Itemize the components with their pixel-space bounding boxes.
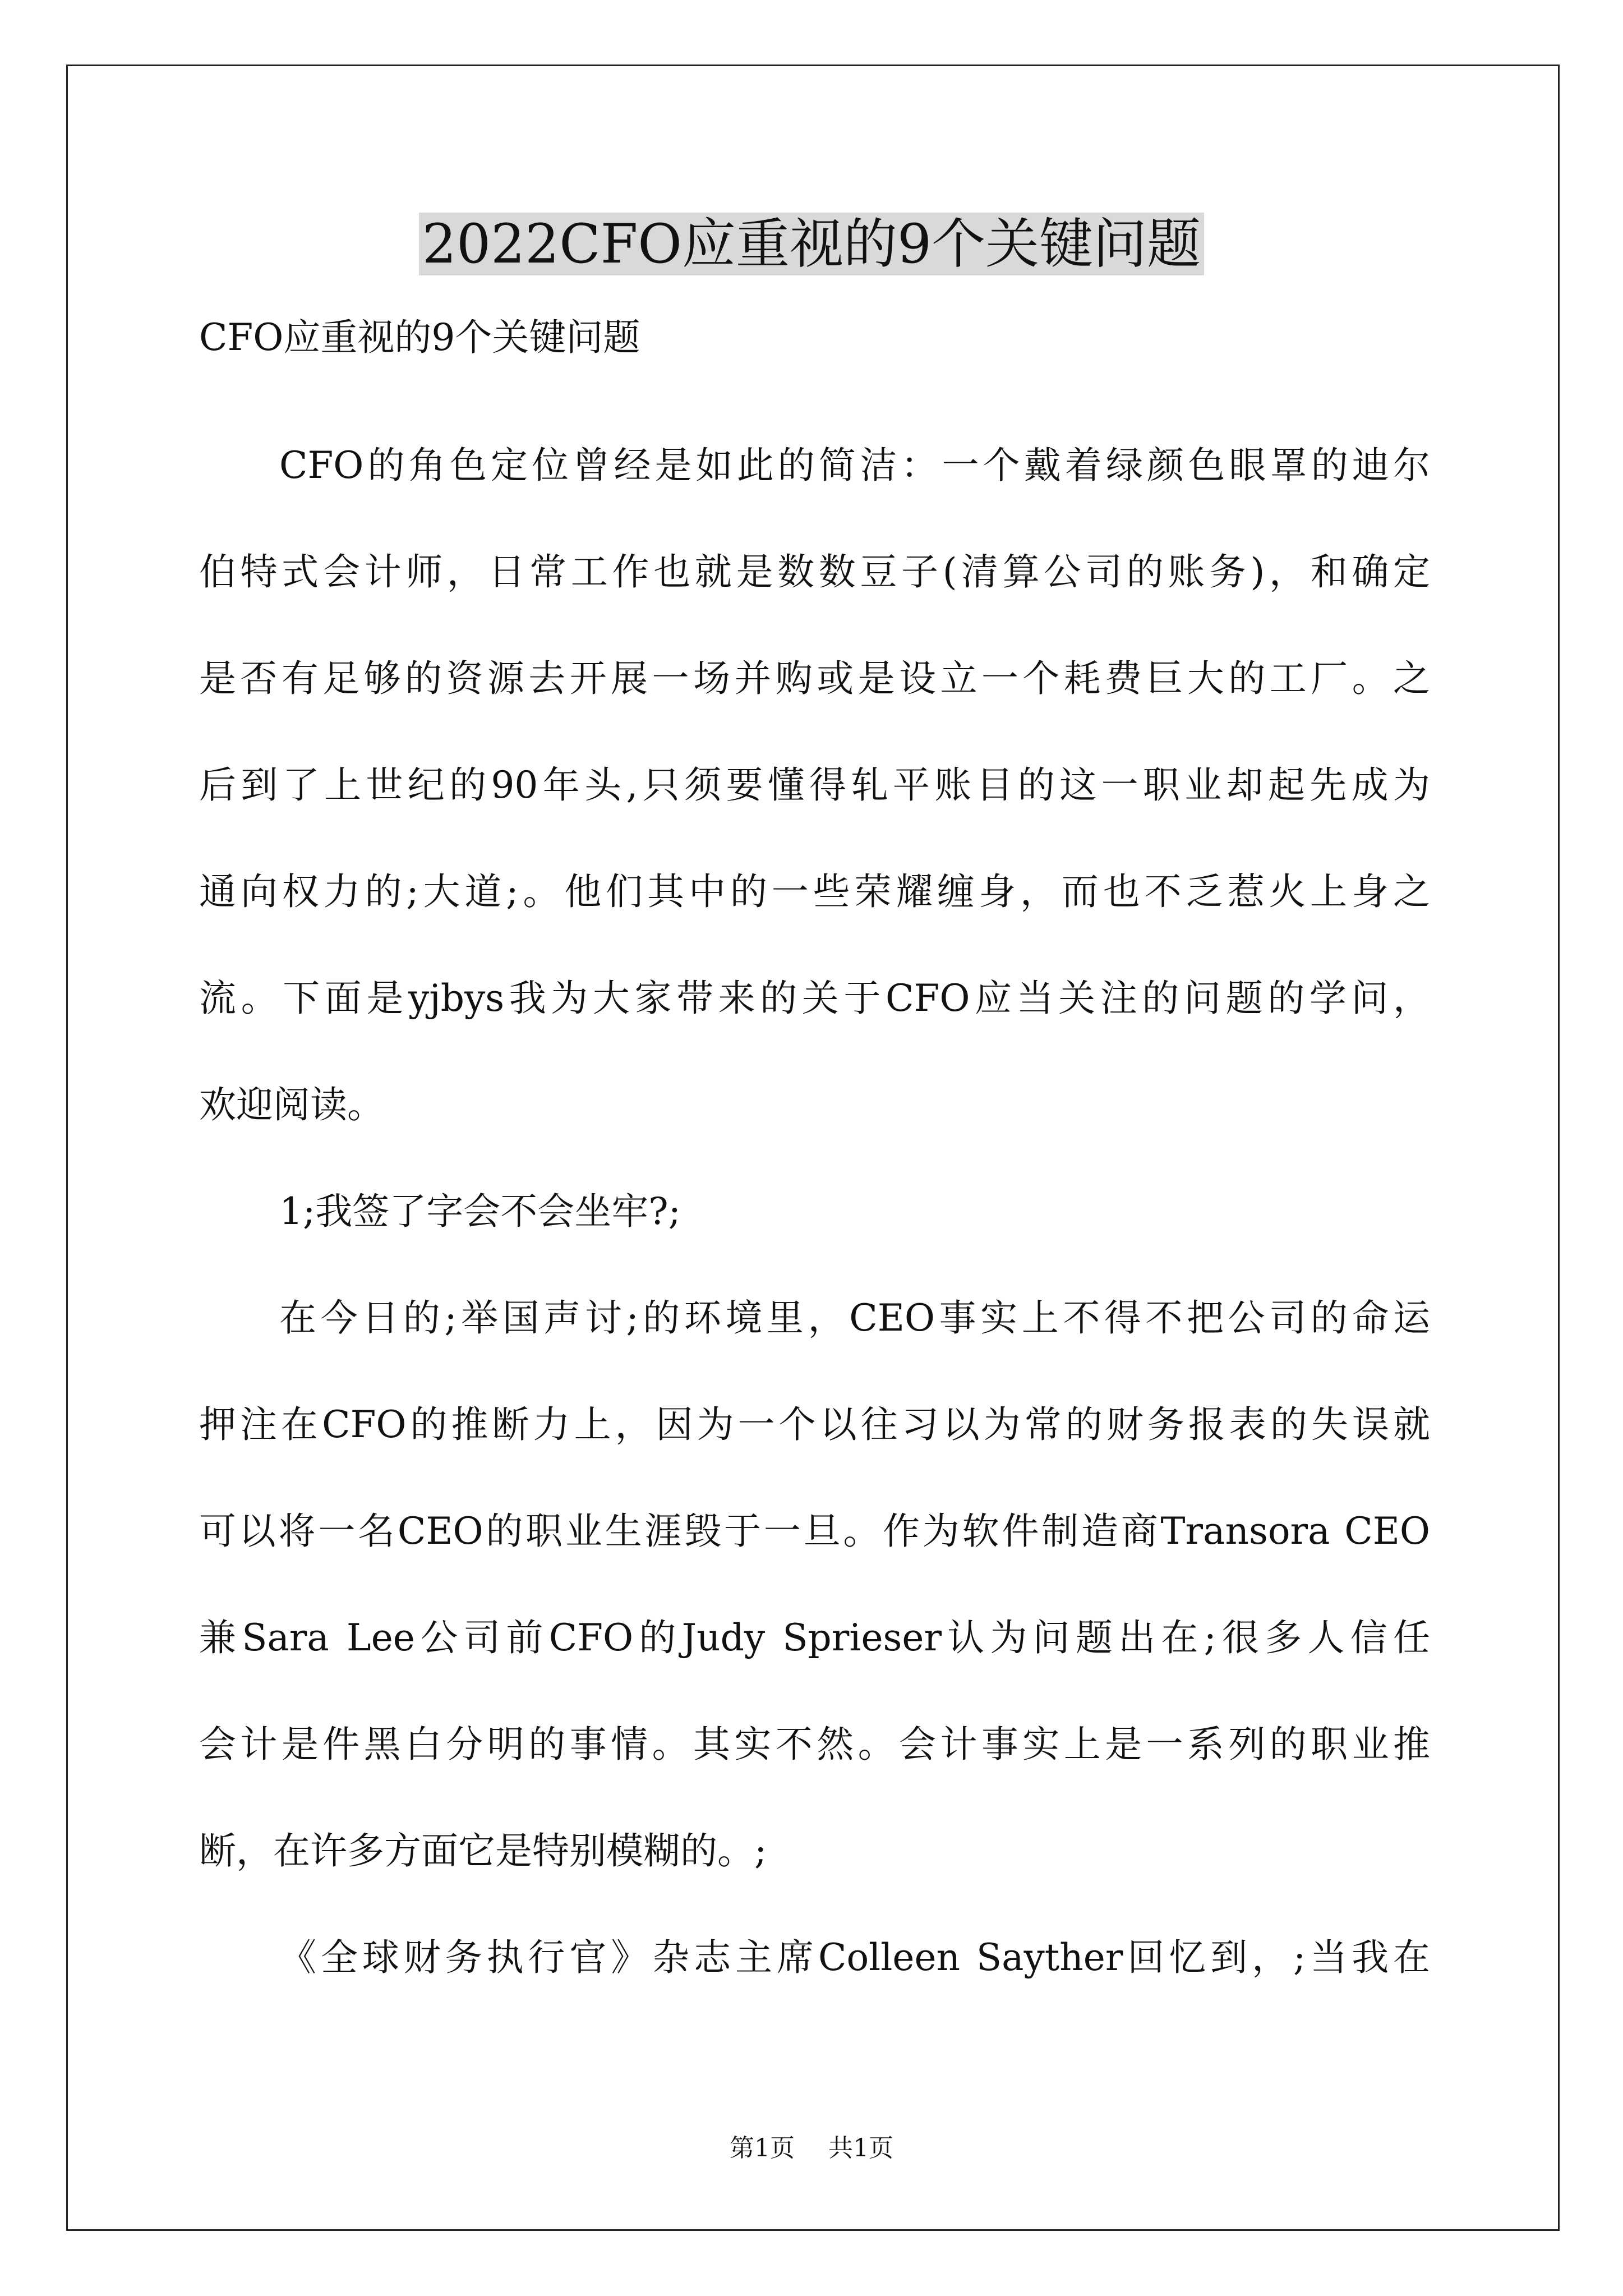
paragraph-3-line-4: 兼Sara Lee公司前CFO的Judy Sprieser认为问题出在;很多人信任 (199, 1616, 1430, 1659)
paragraph-2-line-1: 1;我签了字会不会坐牢?; (279, 1190, 681, 1233)
document-title-text: 2022CFO应重视的9个关键问题 (419, 213, 1204, 275)
paragraph-1-line-1: CFO的角色定位曾经是如此的简洁：一个戴着绿颜色眼罩的迪尔 (279, 444, 1430, 487)
page-border (66, 65, 1560, 2231)
paragraph-1-line-6: 流。下面是yjbys我为大家带来的关于CFO应当关注的问题的学问， (199, 977, 1430, 1020)
paragraph-1-line-7: 欢迎阅读。 (199, 1083, 384, 1126)
paragraph-3-line-2: 押注在CFO的推断力上，因为一个以往习以为常的财务报表的失误就 (199, 1403, 1430, 1446)
paragraph-1-line-2: 伯特式会计师，日常工作也就是数数豆子(清算公司的账务)，和确定 (199, 550, 1430, 593)
paragraph-4-line-1: 《全球财务执行官》杂志主席Colleen Sayther回忆到，;当我在 (279, 1936, 1430, 1979)
document-subtitle: CFO应重视的9个关键问题 (199, 316, 640, 359)
page-total: 共1页 (828, 2134, 893, 2162)
paragraph-1-line-3: 是否有足够的资源去开展一场并购或是设立一个耗费巨大的工厂。之 (199, 657, 1430, 700)
paragraph-3-line-5: 会计是件黑白分明的事情。其实不然。会计事实上是一系列的职业推 (199, 1723, 1430, 1766)
page-number: 第1页 (730, 2134, 795, 2162)
document-title (0, 208, 1623, 280)
paragraph-3-line-3: 可以将一名CEO的职业生涯毁于一旦。作为软件制造商Transora CEO (199, 1510, 1430, 1553)
paragraph-3-line-1: 在今日的;举国声讨;的环境里，CEO事实上不得不把公司的命运 (279, 1296, 1430, 1340)
paragraph-1-line-4: 后到了上世纪的90年头,只须要懂得轧平账目的这一职业却起先成为 (199, 763, 1430, 807)
paragraph-1-line-5: 通向权力的;大道;。他们其中的一些荣耀缠身，而也不乏惹火上身之 (199, 870, 1430, 913)
page-footer (0, 2132, 1623, 2165)
paragraph-3-line-6: 断，在许多方面它是特别模糊的。; (199, 1829, 767, 1872)
